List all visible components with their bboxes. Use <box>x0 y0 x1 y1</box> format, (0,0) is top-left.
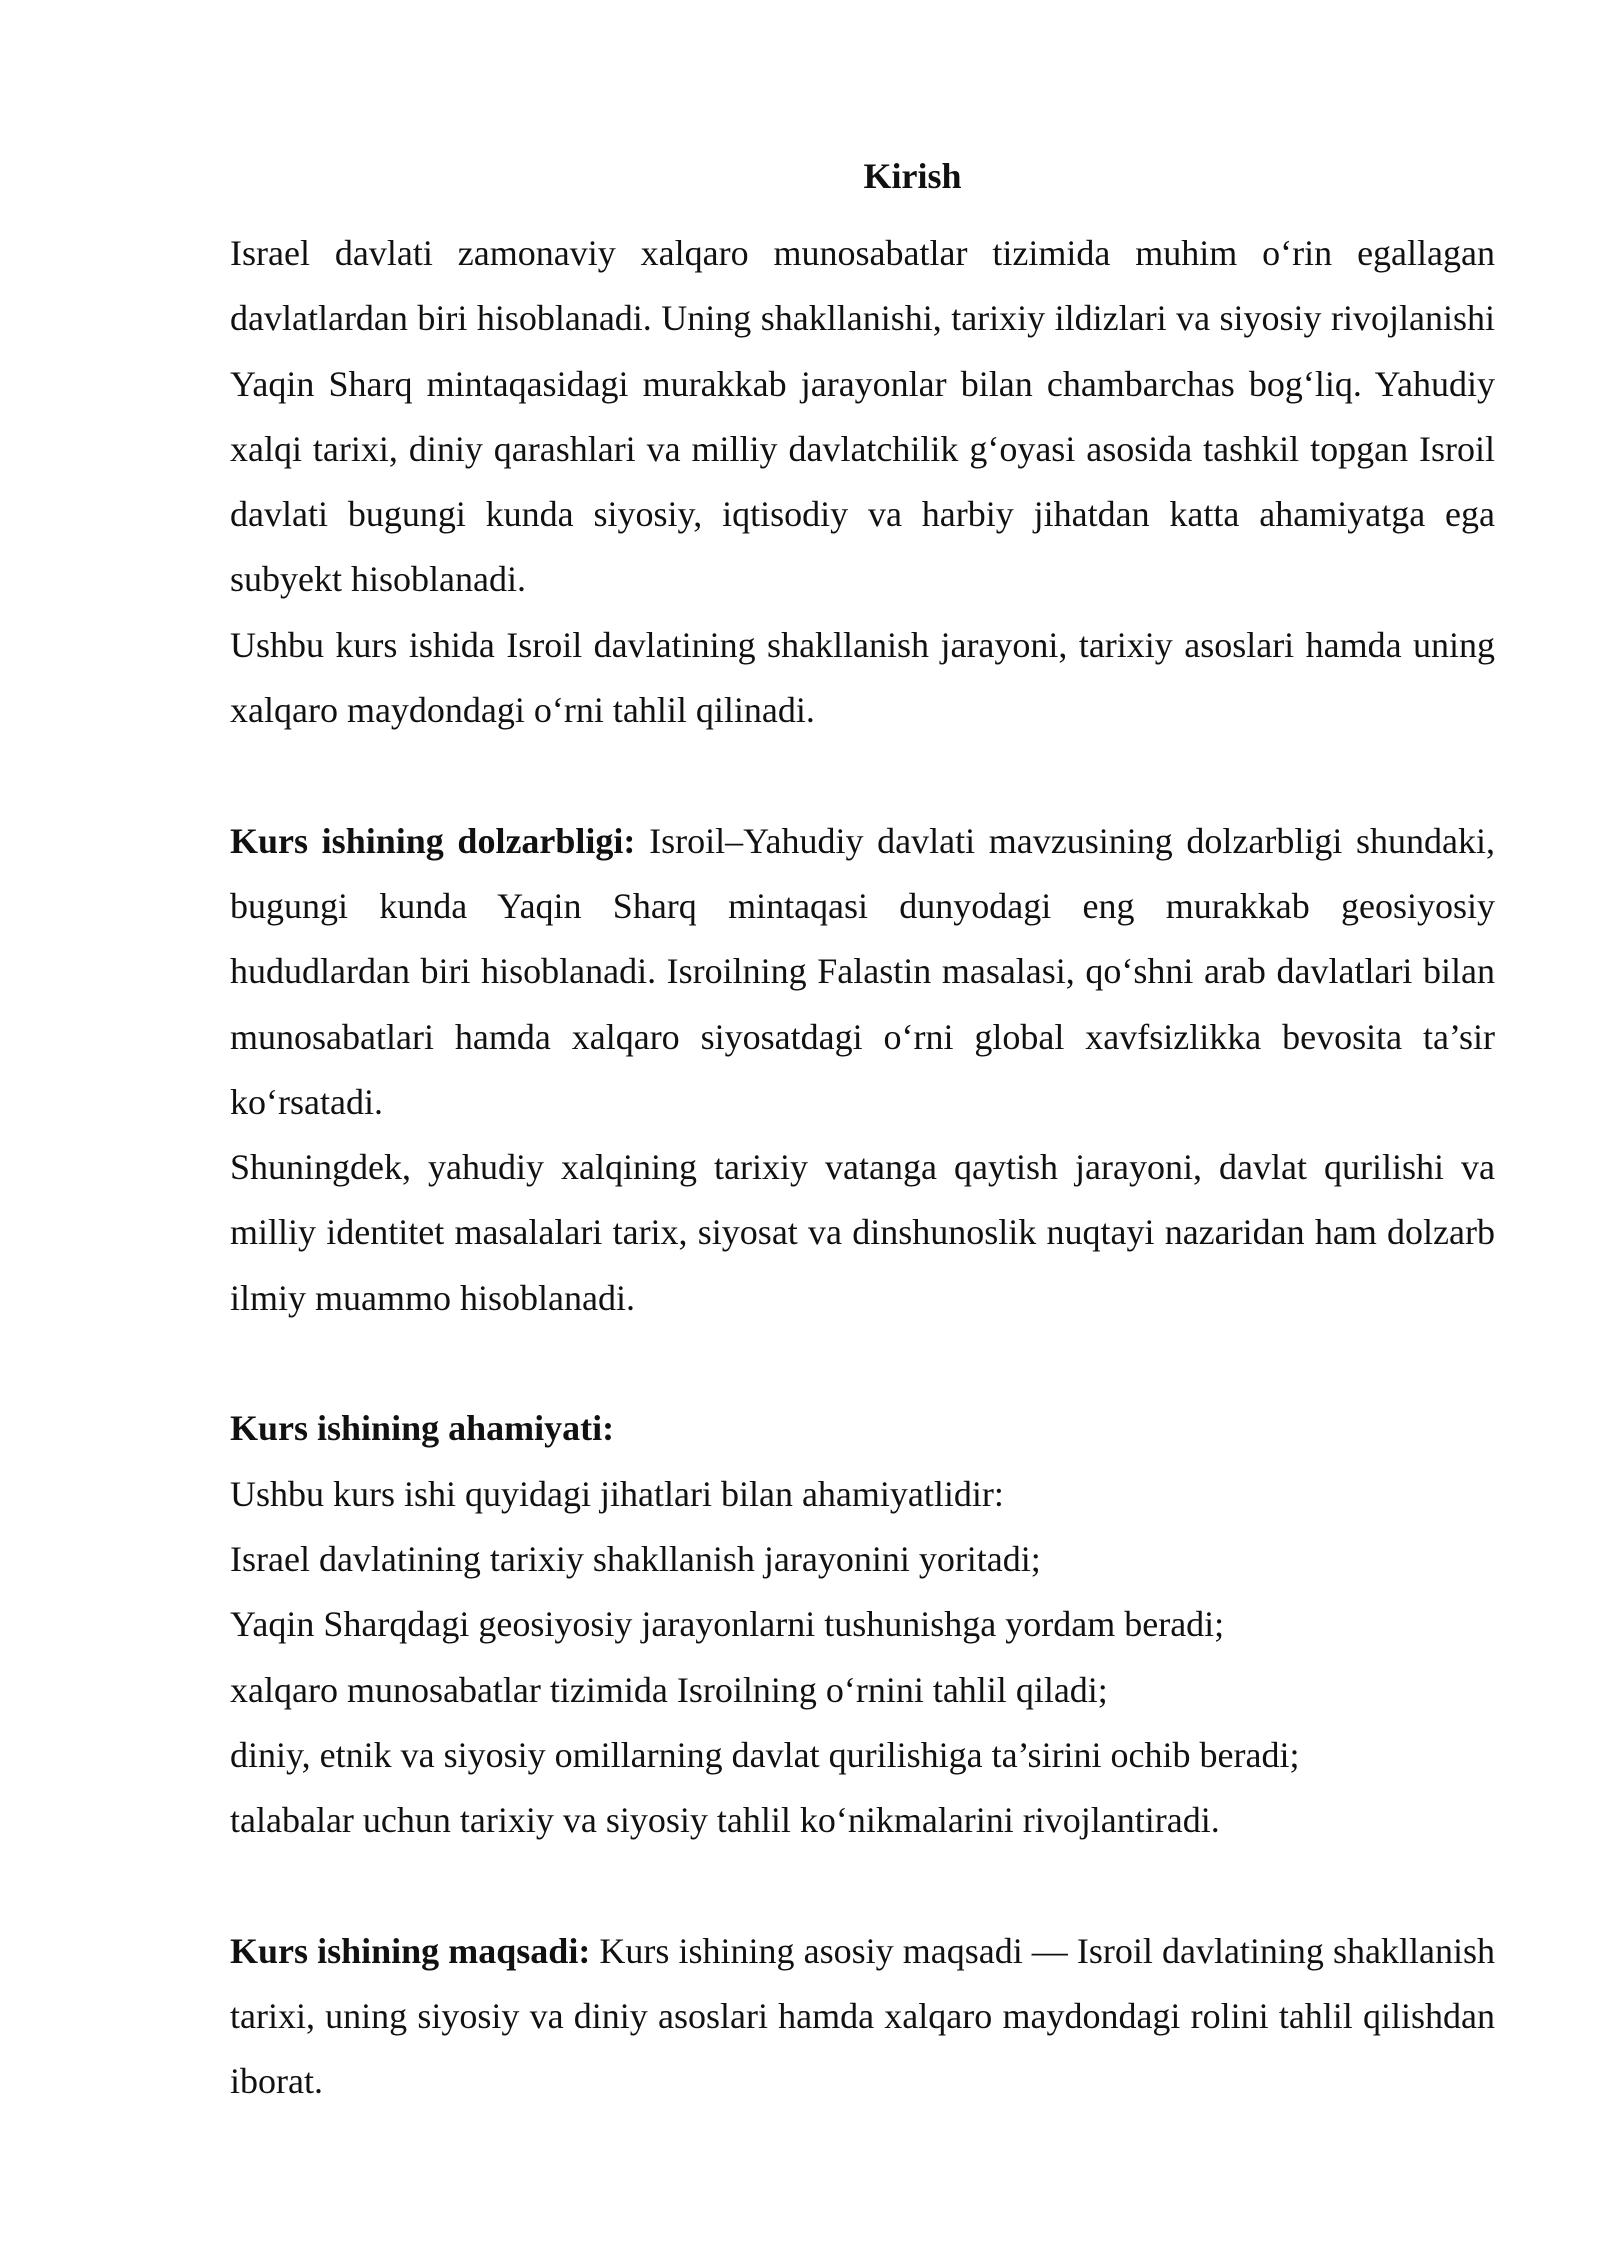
page-title: Kirish <box>863 156 962 196</box>
importance-heading-text: Kurs ishining ahamiyati: <box>230 1408 615 1449</box>
relevance-paragraph <box>230 809 1495 1135</box>
importance-heading <box>230 1396 1495 1461</box>
intro-paragraph-2: Ushbu kurs ishida Isroil davlatining shakllanish jarayoni, tarixiy asoslari hamda uning xalqaro maydondagi o‘rni tahlil qilinadi. <box>230 624 1495 731</box>
document-page <box>230 148 1495 2115</box>
goal-text: Kurs ishining asosiy maqsadi — Isroil davlatining shakllanish tarixi, uning siyosiy va diniy asoslari hamda xalqaro maydondagi rolini tahlil qilishdan iborat. <box>230 1930 1496 2102</box>
intro-paragraph-1: Israel davlati zamonaviy xalqaro munosabatlar tizimida muhim o‘rin egallagan davlatlardan biri hisoblanadi. Uning shakllanishi, tarixiy ildizlari va siyosiy rivojlanishi Yaqin Sharq mintaqasidagi murakkab jarayonlar bilan chambarchas bog‘liq. Yahudiy xalqi tarixi, diniy qarashlari va milliy davlatchilik g‘oyasi asosida tashkil topgan Isroil davlati bugungi kunda siyosiy, iqtisodiy va harbiy jihatdan katta ahamiyatga ega subyekt hisoblanadi. <box>230 233 1495 600</box>
relevance-heading: Kurs ishining dolzarbligi: <box>230 820 636 861</box>
importance-item: xalqaro munosabatlar tizimida Isroilning o‘rnini tahlil qiladi; <box>230 1669 1108 1710</box>
relevance-text: Isroil–Yahudiy davlati mavzusining dolzarbligi shundaki, bugungi kunda Yaqin Sharq mintaqasi dunyodagi eng murakkab geosiyosiy hududlardan biri hisoblanadi. Isroilning Falastin masalasi, qo‘shni arab davlatlari bilan munosabatlari hamda xalqaro siyosatdagi o‘rni global xavfsizlikka bevosita ta’sir ko‘rsatadi. <box>230 820 1495 1122</box>
section-spacer <box>230 1853 1495 1918</box>
importance-item: Yaqin Sharqdagi geosiyosiy jarayonlarni tushunishga yordam beradi; <box>230 1604 1225 1645</box>
relevance-paragraph-2: Shuningdek, yahudiy xalqining tarixiy vatanga qaytish jarayoni, davlat qurilishi va milliy identitet masalalari tarix, siyosat va dinshunoslik nuqtayi nazaridan ham dolzarb ilmiy muammo hisoblanadi. <box>230 1147 1495 1318</box>
importance-item: diniy, etnik va siyosiy omillarning davlat qurilishiga ta’sirini ochib beradi; <box>230 1734 1300 1775</box>
importance-intro: Ushbu kurs ishi quyidagi jihatlari bilan ahamiyatlidir: <box>230 1473 1004 1514</box>
goal-heading: Kurs ishining maqsadi: <box>230 1930 591 1971</box>
goal-paragraph <box>230 1919 1495 2115</box>
importance-item: talabalar uchun tarixiy va siyosiy tahlil ko‘nikmalarini rivojlantiradi. <box>230 1800 1220 1841</box>
section-spacer <box>230 1331 1495 1396</box>
section-spacer <box>230 743 1495 808</box>
importance-item: Israel davlatining tarixiy shakllanish jarayonini yoritadi; <box>230 1538 1041 1579</box>
